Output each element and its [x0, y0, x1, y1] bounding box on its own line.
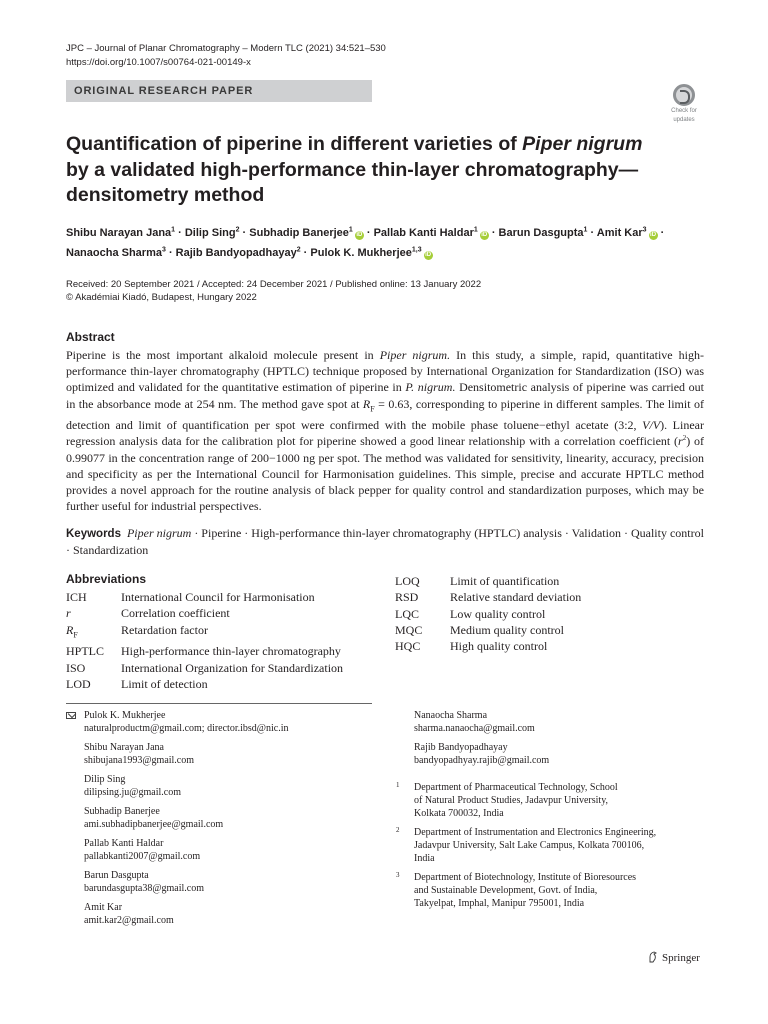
email-link[interactable]: amit.kar2@gmail.com: [84, 914, 174, 926]
badge-label-2: updates: [673, 116, 695, 123]
journal-citation: JPC – Journal of Planar Chromatography – Modern TLC (2021) 34:521–530: [66, 43, 386, 54]
author-list: Shibu Narayan Jana$^1$ · Dilip Sing$^2$ · Subhadip Banerjee$^1$iD · Pallab Kanti Haldar$^1$iD · Barun Dasgupta$^1$ · Amit Kar$^3$iD · Nanaocha Sharma$^3$ · Rajib Bandyopadhayay$^2$ · Pulok K. Mukherjee$^{1,3}$iD: [66, 226, 665, 259]
author[interactable]: Rajib Bandyopadhayay$^2$: [175, 246, 301, 259]
orcid-icon[interactable]: iD: [356, 232, 363, 238]
email-link[interactable]: ami.subhadipbanerjee@gmail.com: [84, 818, 224, 830]
contact-entry: Shibu Narayan Jana shibujana1993@gmail.com: [84, 742, 288, 767]
article-type-label: ORIGINAL RESEARCH PAPER: [66, 80, 372, 102]
contact-entry: Rajib Bandyopadhayay bandyopadhyay.rajib@gmail.com: [414, 741, 550, 766]
contact-entry: Pallab Kanti Haldar pallabkanti2007@gmail.com: [84, 838, 288, 863]
author[interactable]: Barun Dasgupta$^1$: [498, 226, 588, 239]
title-text-3: densitometry method: [66, 184, 265, 206]
keywords: [66, 525, 704, 558]
email-link[interactable]: naturalproductm@gmail.com; director.ibsd@nic.in: [84, 722, 289, 734]
contacts-right: [414, 710, 549, 774]
orcid-icon[interactable]: iD: [425, 252, 432, 258]
abbreviation-row: ISO International Organization for Standardization: [66, 660, 344, 675]
author[interactable]: Subhadip Banerjee$^1$iD: [249, 226, 363, 239]
keyword: Piper nigrum: [126, 526, 192, 540]
check-for-updates-badge[interactable]: [664, 84, 704, 124]
abstract-heading: Abstract: [66, 330, 115, 344]
keywords-label: Keywords: [66, 528, 121, 540]
journal-header: [66, 42, 386, 70]
copyright-line: © Akadémiai Kiadó, Budapest, Hungary 2022: [66, 292, 257, 303]
doi-link[interactable]: https://doi.org/10.1007/s00764-021-00149-x: [66, 57, 251, 68]
affiliation: 2 Department of Instrumentation and Electronics Engineering, Jadavpur University, Salt Lake Campus, Kolkata 700106, India: [396, 826, 657, 864]
abbreviation-row: LOQ Limit of quantification: [395, 574, 560, 588]
orcid-icon[interactable]: iD: [481, 232, 488, 238]
publisher-logo: [648, 951, 700, 964]
springer-horse-icon: [648, 951, 658, 963]
badge-label-1: Check for: [671, 108, 697, 114]
abbreviation-row: LQC Low quality control: [395, 606, 546, 621]
abbreviation-row: ICH International Council for Harmonisation: [66, 590, 315, 604]
abbreviation-row: LOD Limit of detection: [66, 676, 208, 691]
email-link[interactable]: shibujana1993@gmail.com: [84, 754, 195, 766]
author[interactable]: Shibu Narayan Jana$^1$: [66, 226, 176, 239]
contact-entry: Pulok K. Mukherjee naturalproductm@gmail.com; director.ibsd@nic.in: [84, 710, 289, 734]
affiliation-number: 3: [396, 871, 400, 879]
paper-title: [66, 132, 666, 209]
check-updates-icon: [673, 84, 695, 106]
abbreviations-left: [66, 589, 343, 692]
contact-entry: Dilip Sing dilipsing.ju@gmail.com: [84, 774, 288, 799]
author[interactable]: Pulok K. Mukherjee$^{1,3}$iD: [310, 246, 432, 259]
affiliation-number: 2: [396, 826, 400, 834]
email-link[interactable]: pallabkanti2007@gmail.com: [84, 850, 201, 862]
author[interactable]: Pallab Kanti Haldar$^1$iD: [373, 226, 488, 239]
title-text: Quantification of piperine in different varieties of: [66, 133, 523, 155]
author[interactable]: Dilip Sing$^2$: [184, 226, 240, 239]
contact-entry: Subhadip Banerjee ami.subhadipbanerjee@gmail.com: [84, 806, 288, 831]
affiliation: 3 Department of Biotechnology, Institute of Bioresources and Sustainable Development, Govt. of India, Takyelpat, Imphal, Manipur 795001, India: [396, 871, 637, 909]
affiliation: 1 Department of Pharmaceutical Technology, School of Natural Product Studies, Jadavpur University, Kolkata 700032, India: [396, 781, 618, 819]
abbreviations-right: [395, 573, 581, 654]
author[interactable]: Amit Kar$^3$iD: [596, 226, 657, 239]
affiliation-number: 1: [396, 781, 400, 789]
email-link[interactable]: barundasgupta38@gmail.com: [84, 882, 205, 894]
abbreviation-row: MQC Medium quality control: [395, 622, 564, 637]
contact-entry: Amit Kar amit.kar2@gmail.com: [84, 902, 288, 927]
abbreviations-heading: Abbreviations: [66, 572, 147, 586]
publisher-name: Springer: [662, 952, 700, 964]
abbreviation-row: r Correlation coefficient: [66, 606, 230, 621]
publication-dates: [66, 278, 481, 304]
email-link[interactable]: dilipsing.ju@gmail.com: [84, 786, 181, 798]
orcid-icon[interactable]: iD: [650, 232, 657, 238]
abbreviation-row: HPTLC High-performance thin-layer chromatography: [66, 644, 341, 659]
title-text-2: by a validated high-performance thin-layer chromatography—: [66, 158, 639, 181]
dates-line: Received: 20 September 2021 / Accepted: 24 December 2021 / Published online: 13 January 2022: [66, 279, 482, 290]
footnote-divider: [66, 703, 372, 704]
abbreviation-row: HQC High quality control: [395, 639, 548, 654]
author[interactable]: Nanaocha Sharma$^3$: [66, 246, 166, 259]
contact-entry: Barun Dasgupta barundasgupta38@gmail.com: [84, 870, 288, 895]
keyword-list: · Piperine · High-performance thin-layer chromatography (HPTLC) analysis · Validation · Quality control · Standardization: [66, 526, 704, 558]
contacts-left: [84, 710, 288, 934]
abstract-body: Piperine is the most important alkaloid molecule present in Piper nigrum. In this study, a simple, rapid, quantitative high-performance thin-layer chromatography (HPTLC) technique proposed by International Organization for Standardization (ISO) was optimized and validated for the quantitative estimation of piperine in P. nigrum. Densitometric analysis of piperine was carried out in the absorbance mode at 254 nm. The method gave spot at $R_F = 0.63$, corresponding to piperine in different samples. The limit of detection and limit of quantification per spot were confirmed with the mobile phase toluene−ethyl acetate (3:2, V/V). Linear regression analysis data for the calibration plot for piperine showed a good linear relationship with a correlation coefficient $(r^2)$ of 0.99077 in the concentration range of 200−1000 ng per spot. The method was validated for sensitivity, linearity, accuracy, precision and specificity as per the International Council for Harmonisation guidelines. This simple, precise and accurate HPTLC method provides a novel approach for the routine analysis of black pepper for quality control and standardization purposes, which may be further useful for industrial perspectives.: [66, 348, 705, 514]
envelope-icon: [66, 712, 76, 719]
abbreviation-row: $R_F$ Retardation factor: [66, 622, 208, 639]
contact-entry: Nanaocha Sharma sharma.nanaocha@gmail.com: [414, 710, 549, 735]
email-link[interactable]: bandyopadhyay.rajib@gmail.com: [414, 754, 550, 766]
abbreviation-row: RSD Relative standard deviation: [395, 590, 582, 605]
email-link[interactable]: sharma.nanaocha@gmail.com: [414, 722, 535, 734]
title-species: Piper nigrum: [522, 133, 643, 155]
